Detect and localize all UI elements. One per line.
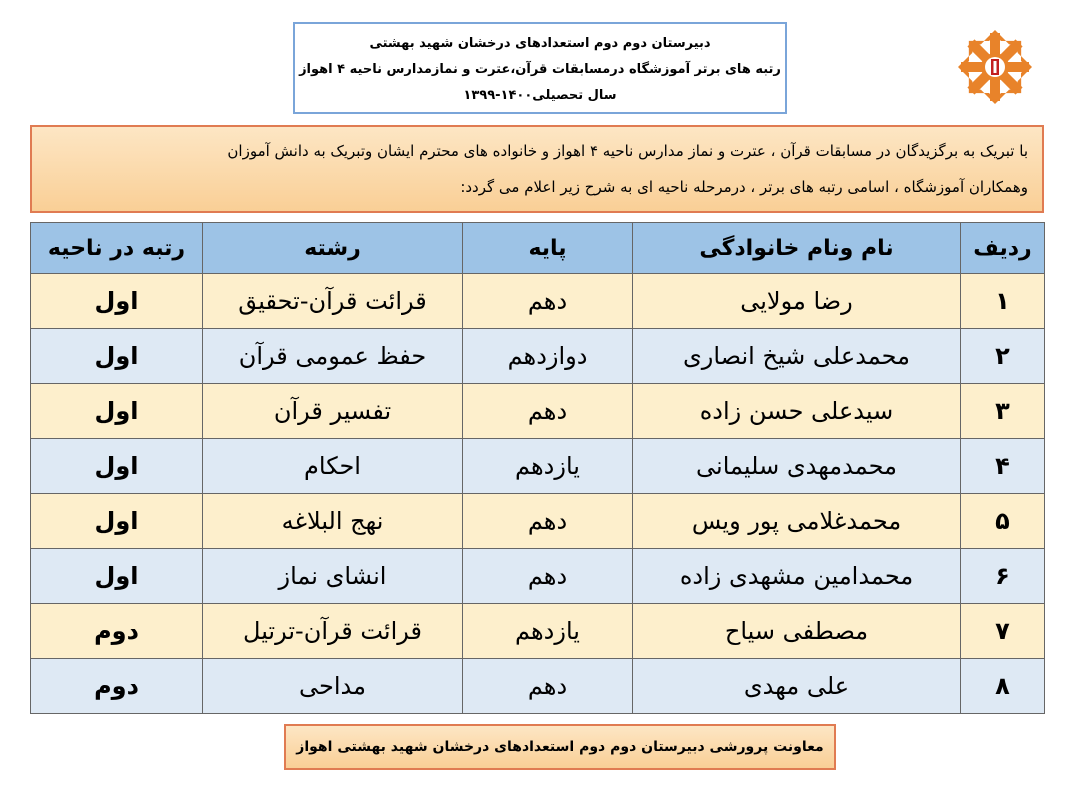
table-row: [31, 384, 1045, 439]
row-number: ۷: [961, 604, 1045, 659]
district-rank: اول: [31, 494, 203, 549]
issuer-office: معاونت پرورشی دبیرستان دوم دوم استعدادهای درخشان شهید بهشتی اهواز: [296, 739, 824, 755]
header-district-rank: رتبه در ناحیه: [31, 223, 203, 274]
district-rank: اول: [31, 274, 203, 329]
document-subject: رتبه های برتر آموزشگاه درمسابقات قرآن،عترت و نمازمدارس ناحیه ۴ اهواز: [299, 62, 781, 77]
student-name: علی مهدی: [633, 659, 961, 714]
school-name: دبیرستان دوم دوم استعدادهای درخشان شهید بهشتی: [369, 36, 711, 51]
student-name: سیدعلی حسن زاده: [633, 384, 961, 439]
district-rank: اول: [31, 329, 203, 384]
student-name: محمدمهدی سلیمانی: [633, 439, 961, 494]
announcement-box: [30, 125, 1044, 213]
district-rank: اول: [31, 384, 203, 439]
table-row: [31, 494, 1045, 549]
competition-field: حفظ عمومی قرآن: [203, 329, 463, 384]
student-name: رضا مولایی: [633, 274, 961, 329]
row-number: ۴: [961, 439, 1045, 494]
table-row: [31, 274, 1045, 329]
row-number: ۲: [961, 329, 1045, 384]
student-grade: دوازدهم: [463, 329, 633, 384]
table-row: [31, 439, 1045, 494]
district-rank: دوم: [31, 604, 203, 659]
header-row-number: ردیف: [961, 223, 1045, 274]
row-number: ۸: [961, 659, 1045, 714]
student-name: مصطفی سیاح: [633, 604, 961, 659]
table-row: [31, 549, 1045, 604]
student-grade: دهم: [463, 274, 633, 329]
student-grade: دهم: [463, 549, 633, 604]
winners-table: [30, 222, 1045, 714]
competition-field: نهج البلاغه: [203, 494, 463, 549]
announcement-line-1: با تبریک به برگزیدگان در مسابقات قرآن ، عترت و نماز مدارس ناحیه ۴ اهواز و خانواده های محترم ایشان وتبریک به دانش آموزان: [227, 142, 1028, 160]
row-number: ۵: [961, 494, 1045, 549]
competition-field: انشای نماز: [203, 549, 463, 604]
district-rank: اول: [31, 549, 203, 604]
document-title-box: [293, 22, 787, 114]
signature-box: [284, 724, 836, 770]
table-row: [31, 659, 1045, 714]
competition-field: مداحی: [203, 659, 463, 714]
iran-emblem-icon: [958, 30, 1032, 104]
district-rank: دوم: [31, 659, 203, 714]
row-number: ۱: [961, 274, 1045, 329]
header-full-name: نام ونام خانوادگی: [633, 223, 961, 274]
student-name: محمدعلی شیخ انصاری: [633, 329, 961, 384]
competition-field: قرائت قرآن-ترتیل: [203, 604, 463, 659]
academic-year: سال تحصیلی۱۴۰۰-۱۳۹۹: [463, 88, 617, 103]
competition-field: قرائت قرآن-تحقیق: [203, 274, 463, 329]
header-field: رشته: [203, 223, 463, 274]
student-grade: دهم: [463, 384, 633, 439]
table-row: [31, 329, 1045, 384]
student-grade: دهم: [463, 494, 633, 549]
district-rank: اول: [31, 439, 203, 494]
row-number: ۶: [961, 549, 1045, 604]
student-grade: دهم: [463, 659, 633, 714]
row-number: ۳: [961, 384, 1045, 439]
announcement-line-2: وهمکاران آموزشگاه ، اسامی رتبه های برتر ، درمرحله ناحیه ای به شرح زیر اعلام می گردد:: [460, 178, 1028, 196]
student-grade: یازدهم: [463, 439, 633, 494]
competition-field: تفسیر قرآن: [203, 384, 463, 439]
table-row: [31, 604, 1045, 659]
student-grade: یازدهم: [463, 604, 633, 659]
competition-field: احکام: [203, 439, 463, 494]
student-name: محمدامین مشهدی زاده: [633, 549, 961, 604]
table-header-row: [31, 223, 1045, 274]
student-name: محمدغلامی پور ویس: [633, 494, 961, 549]
header-grade: پایه: [463, 223, 633, 274]
